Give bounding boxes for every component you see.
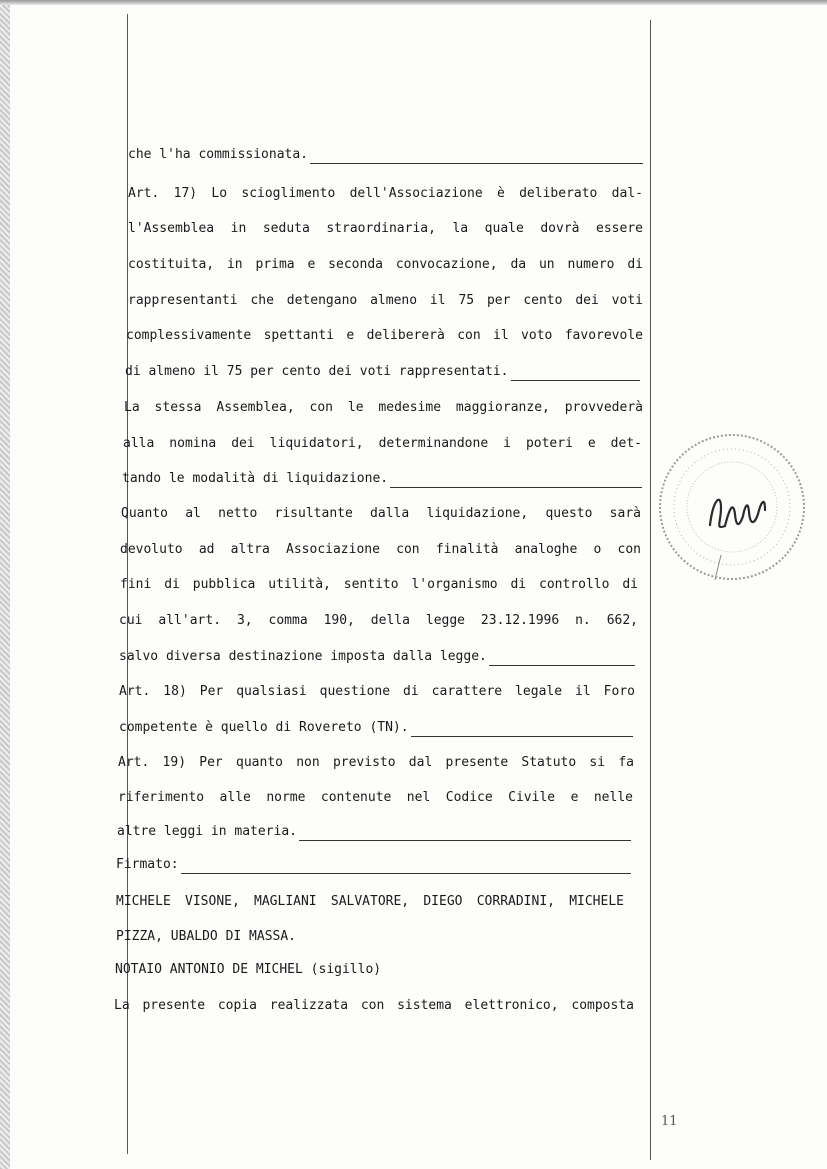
text-line	[118, 751, 634, 775]
text-line	[126, 324, 643, 348]
line-text: devoluto ad altra Associazione con finalità analoghe o con	[120, 542, 641, 557]
line-text: salvo diversa destinazione imposta dalla legge.	[119, 649, 487, 664]
text-line	[121, 502, 641, 526]
text-line	[119, 645, 635, 669]
scan-top-edge	[0, 0, 827, 5]
line-text: complessivamente spettanti e delibererà con il voto favorevole	[126, 328, 643, 343]
line-text: Firmato:	[116, 857, 179, 872]
line-text: tando le modalità di liquidazione.	[122, 471, 389, 486]
text-line	[125, 360, 640, 384]
text-line	[120, 538, 641, 562]
line-text: MICHELE VISONE, MAGLIANI SALVATORE, DIEGO CORRADINI, MICHELE	[116, 894, 624, 909]
right-margin-rule	[650, 20, 651, 1160]
scan-edge	[0, 0, 10, 1169]
filler-rule	[181, 873, 631, 874]
line-text: competente è quello di Rovereto (TN).	[119, 720, 409, 735]
filler-rule	[310, 163, 643, 164]
line-text: Art. 17) Lo scioglimento dell'Associazione è deliberato dal-	[128, 186, 643, 201]
line-text: alla nomina dei liquidatori, determinandone i poteri e det-	[123, 436, 642, 451]
page-number: 11	[661, 1114, 678, 1129]
text-line	[122, 467, 642, 491]
notary-seal-icon	[655, 430, 809, 584]
text-line	[116, 853, 631, 877]
text-line	[124, 396, 643, 420]
line-text: riferimento alle norme contenute nel Codice Civile e nelle	[118, 790, 633, 805]
text-line	[114, 994, 634, 1018]
line-text: che l'ha commissionata.	[128, 147, 309, 162]
text-line	[128, 289, 643, 313]
filler-rule	[390, 487, 642, 488]
text-line	[115, 958, 535, 982]
filler-rule	[411, 736, 633, 737]
line-text: rappresentanti che detengano almeno il 75 per cento dei voti	[128, 293, 643, 308]
text-line	[119, 680, 635, 704]
text-line	[123, 432, 642, 456]
text-line	[128, 253, 643, 277]
line-text: Art. 19) Per quanto non previsto dal presente Statuto si fa	[118, 755, 634, 770]
line-text: altre leggi in materia.	[117, 824, 298, 839]
line-text: costituita, in prima e seconda convocazione, da un numero di	[128, 257, 643, 272]
filler-rule	[299, 840, 631, 841]
line-text: cui all'art. 3, comma 190, della legge 23.12.1996 n. 662,	[119, 613, 638, 628]
text-line	[128, 182, 643, 206]
text-line	[116, 890, 624, 914]
line-text: Art. 18) Per qualsiasi questione di carattere legale il Foro	[119, 684, 635, 699]
text-line	[116, 925, 416, 949]
filler-rule	[489, 665, 635, 666]
text-line	[120, 573, 638, 597]
text-line	[117, 820, 631, 844]
line-text: La presente copia realizzata con sistema elettronico, composta	[114, 998, 634, 1013]
line-text: fini di pubblica utilità, sentito l'organismo di controllo di	[120, 577, 638, 592]
text-line	[128, 217, 643, 241]
filler-rule	[511, 380, 640, 381]
text-line	[128, 143, 643, 167]
text-line	[119, 609, 638, 633]
line-text: La stessa Assemblea, con le medesime maggioranze, provvederà	[124, 400, 643, 415]
line-text: l'Assemblea in seduta straordinaria, la quale dovrà essere	[128, 221, 643, 236]
text-line	[119, 716, 633, 740]
line-text: NOTAIO ANTONIO DE MICHEL (sigillo)	[115, 962, 382, 977]
line-text: di almeno il 75 per cento dei voti rappresentati.	[125, 364, 509, 379]
line-text: PIZZA, UBALDO DI MASSA.	[116, 929, 297, 944]
text-line	[118, 786, 633, 810]
line-text: Quanto al netto risultante dalla liquidazione, questo sarà	[121, 506, 641, 521]
